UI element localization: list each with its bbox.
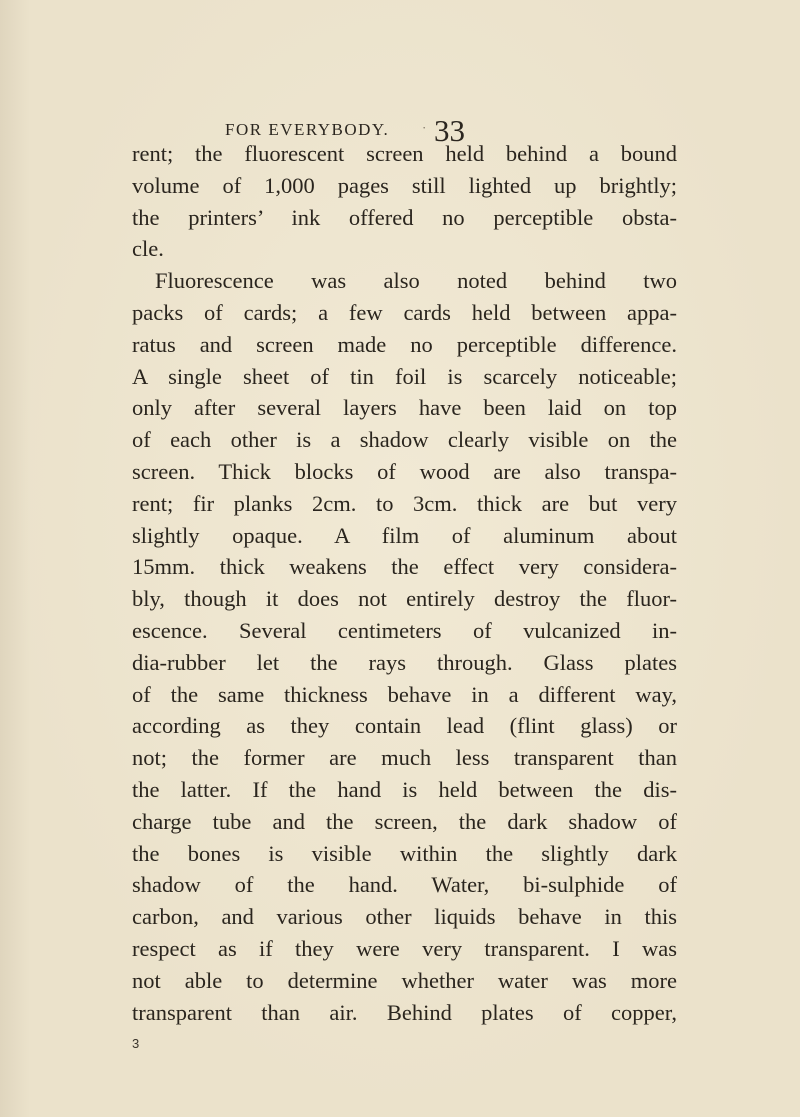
text-line: according as they contain lead (flint glass) or xyxy=(132,713,677,739)
text-line: not able to determine whether water was more xyxy=(132,967,677,993)
text-line: rent; the fluorescent screen held behind a bound xyxy=(132,141,677,166)
text-line: only after several layers have been laid on top xyxy=(132,395,677,421)
text-line: charge tube and the screen, the dark shadow of xyxy=(132,808,677,834)
page-number: 33 xyxy=(434,113,465,148)
text-line: 15mm. thick weakens the effect very considera- xyxy=(132,554,677,580)
text-line: screen. Thick blocks of wood are also transpa- xyxy=(132,458,677,484)
text-line: rent; fir planks 2cm. to 3cm. thick are but very xyxy=(132,490,677,516)
running-head-separator: · xyxy=(422,120,427,135)
text-line: cle. xyxy=(132,236,164,262)
text-line: packs of cards; a few cards held between appa- xyxy=(132,299,677,325)
text-line: carbon, and various other liquids behave in this xyxy=(132,904,677,930)
text-line: Fluorescence was also noted behind two xyxy=(155,268,677,294)
text-line: transparent than air. Behind plates of copper, xyxy=(132,999,677,1025)
running-head-title: FOR EVERYBODY. xyxy=(225,120,390,139)
text-line: of the same thickness behave in a different way, xyxy=(132,681,677,707)
text-line: escence. Several centimeters of vulcanized in- xyxy=(132,617,677,643)
text-line: dia-rubber let the rays through. Glass plates xyxy=(132,649,677,675)
text-line: the latter. If the hand is held between the dis- xyxy=(132,776,677,802)
text-line: shadow of the hand. Water, bi-sulphide of xyxy=(132,872,677,898)
text-line: of each other is a shadow clearly visible on the xyxy=(132,427,677,453)
text-line: not; the former are much less transparent than xyxy=(132,745,677,771)
signature-mark: 3 xyxy=(132,1036,140,1051)
text-line: respect as if they were very transparent. I was xyxy=(132,935,677,961)
text-line: volume of 1,000 pages still lighted up brightly; xyxy=(132,172,677,198)
text-line: slightly opaque. A film of aluminum about xyxy=(132,522,677,548)
text-line: the bones is visible within the slightly dark xyxy=(132,840,677,866)
text-line: bly, though it does not entirely destroy the fluor- xyxy=(132,586,677,612)
text-line: the printers’ ink offered no perceptible obsta- xyxy=(132,204,677,230)
body-text xyxy=(132,138,677,1028)
text-line: A single sheet of tin foil is scarcely noticeable; xyxy=(132,363,677,389)
text-line: ratus and screen made no perceptible difference. xyxy=(132,331,677,357)
